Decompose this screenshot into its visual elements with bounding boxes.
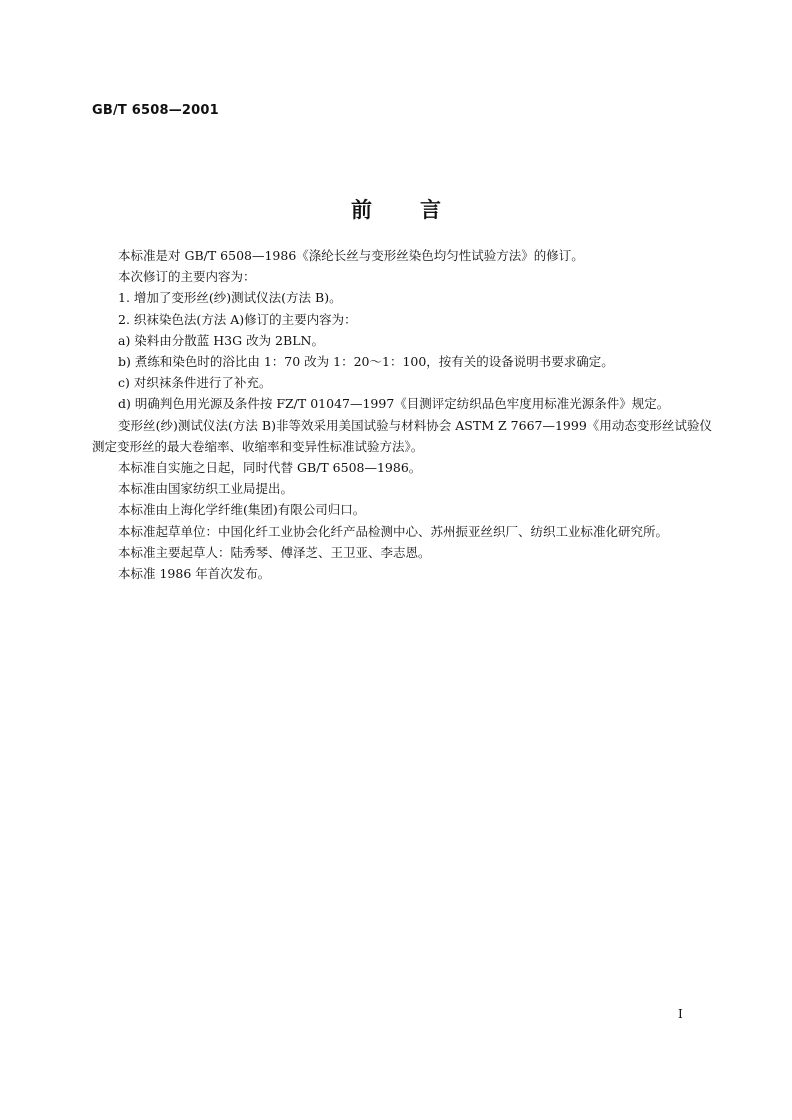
- title-char-1: 前: [351, 198, 372, 222]
- paragraph-10: 本标准自实施之日起，同时代替 GB/T 6508—1986。: [118, 460, 422, 476]
- paragraph-8: d) 明确判色用光源及条件按 FZ/T 01047—1997《目测评定纺织品色牢度用标准光源条件》规定。: [118, 396, 670, 412]
- paragraph-7: c) 对织袜条件进行了补充。: [118, 375, 272, 391]
- paragraph-9: 变形丝(纱)测试仪法(方法 B)非等效采用美国试验与材料协会 ASTM Z 7667—1999《用动态变形丝试验仪测定变形丝的最大卷缩率、收缩率和变异性标准试验方法》。: [92, 417, 712, 454]
- paragraph-5: a) 染料由分散蓝 H3G 改为 2BLN。: [118, 332, 324, 348]
- paragraph-11: 本标准由国家纺织工业局提出。: [118, 481, 294, 497]
- title-char-2: 言: [420, 198, 441, 222]
- paragraph-15: 本标准 1986 年首次发布。: [118, 566, 271, 582]
- paragraph-1: 本标准是对 GB/T 6508—1986《涤纶长丝与变形丝染色均匀性试验方法》的修订。: [118, 248, 584, 263]
- paragraph-6: b) 煮练和染色时的浴比由 1：70 改为 1：20～1：100，按有关的设备说明书要求确定。: [118, 354, 614, 370]
- page-number: I: [678, 1007, 683, 1021]
- paragraph-14: 本标准主要起草人：陆秀琴、傅泽芝、王卫亚、李志恩。: [118, 544, 431, 560]
- paragraph-12: 本标准由上海化学纤维(集团)有限公司归口。: [118, 502, 366, 518]
- foreword-body: [92, 245, 712, 584]
- paragraph-2: 本次修订的主要内容为：: [118, 269, 256, 285]
- paragraph-13: 本标准起草单位：中国化纤工业协会化纤产品检测中心、苏州振亚丝织厂、纺织工业标准化研究所。: [118, 523, 669, 539]
- page-title: [0, 194, 792, 224]
- paragraph-4: 2. 织袜染色法(方法 A)修订的主要内容为：: [118, 311, 357, 327]
- standard-code: GB/T 6508—2001: [92, 103, 219, 118]
- paragraph-3: 1. 增加了变形丝(纱)测试仪法(方法 B)。: [118, 290, 342, 306]
